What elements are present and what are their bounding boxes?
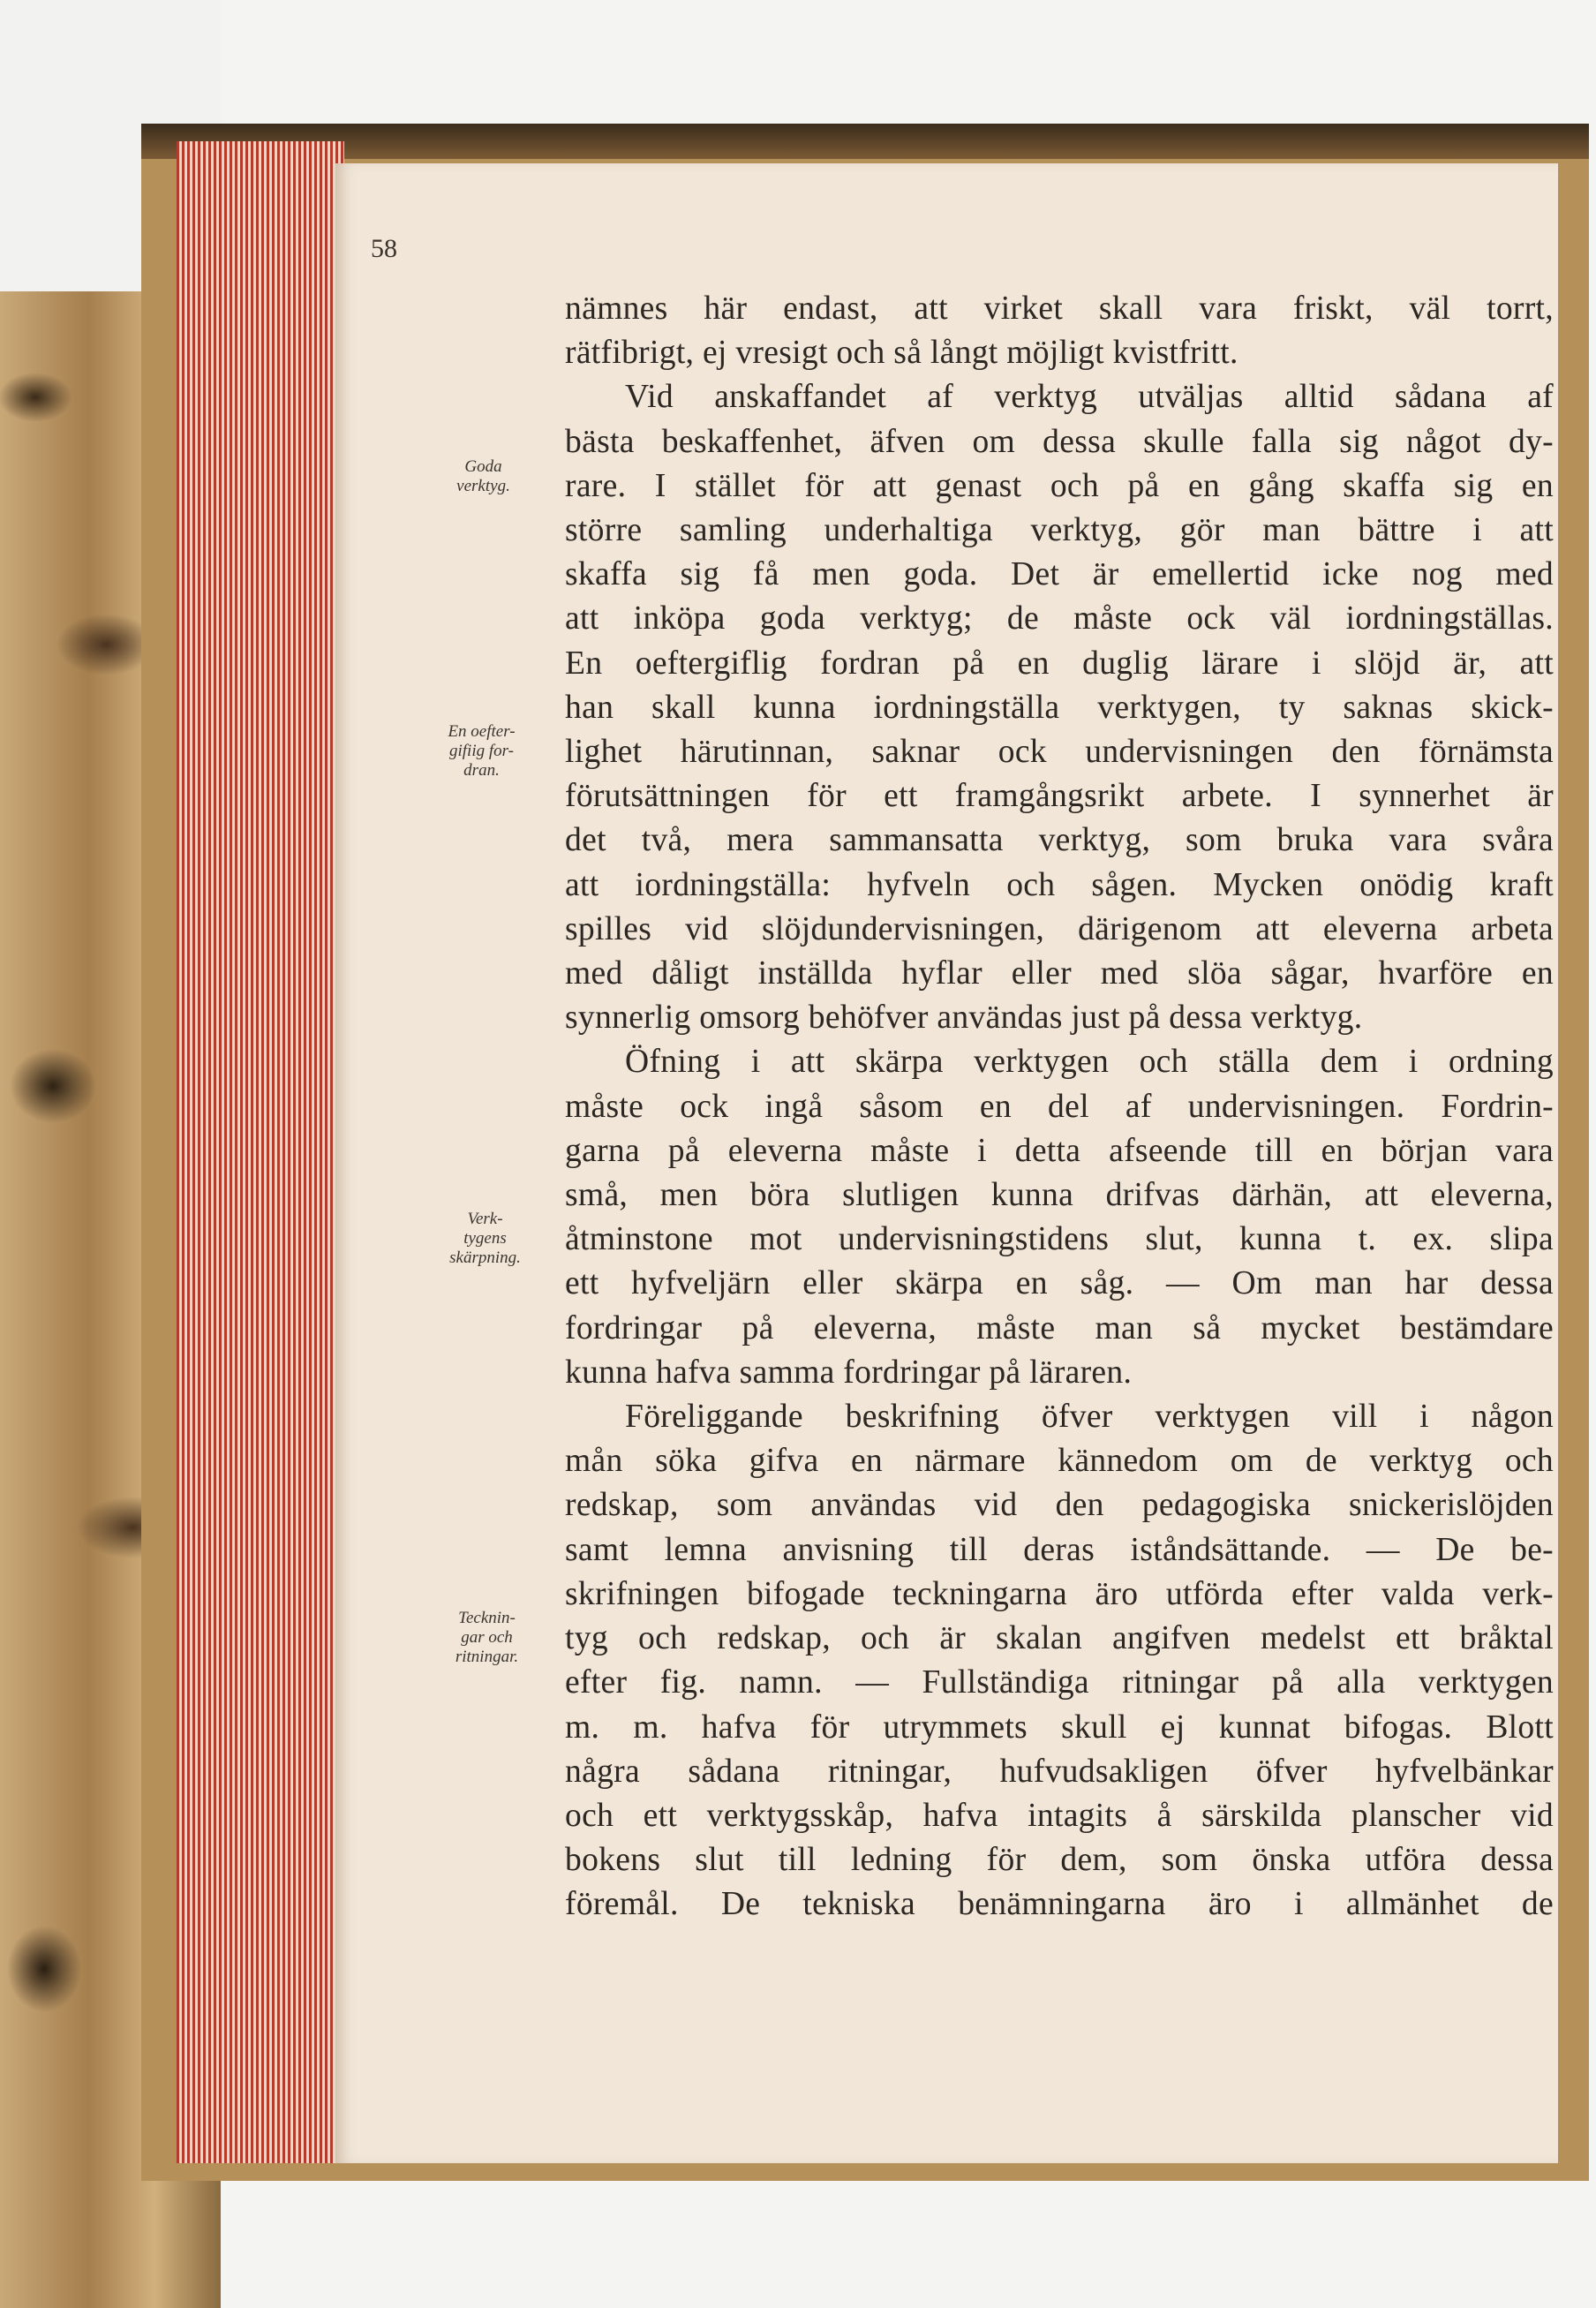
text-line: m. m. hafva för utrymmets skull ej kunnat bifogas. Blott — [565, 1708, 1554, 1746]
text-line: större samling underhaltiga verktyg, gör man bättre i att — [565, 512, 1554, 549]
text-line: skaffa sig få men goda. Det är emellertid icke nog med — [565, 556, 1554, 593]
text-line: Öfning i att skärpa verktygen och ställa dem i ordning — [625, 1044, 1554, 1081]
page-edges — [177, 141, 344, 2163]
text-line: Vid anskaffandet af verktyg utväljas alltid sådana af — [625, 379, 1554, 416]
text-line: ett hyfveljärn eller skärpa en såg. — Om man har dessa — [565, 1265, 1554, 1302]
text-line: med dåligt inställda hyflar eller med slöa sågar, hvarföre en — [565, 955, 1554, 992]
text-line: rätfibrigt, ej vresigt och så långt möjligt kvistfritt. — [565, 335, 1238, 372]
text-line: samt lemna anvisning till deras iståndsättande. — De be- — [565, 1531, 1554, 1568]
margin-note-verktygens-skarpning — [425, 1210, 545, 1268]
text-line: bokens slut till ledning för dem, som önska utföra dessa — [565, 1842, 1554, 1879]
text-line: tyg och redskap, och är skalan angifven medelst ett bråktal — [565, 1620, 1554, 1657]
text-line: nämnes här endast, att virket skall vara friskt, väl torrt, — [565, 290, 1554, 327]
text-line: spilles vid slöjdundervisningen, därigenom att eleverna arbeta — [565, 910, 1554, 947]
text-line: måste ock ingå såsom en del af undervisningen. Fordrin- — [565, 1088, 1554, 1125]
text-line: redskap, som användas vid den pedagogiska snickerislöjden — [565, 1487, 1554, 1524]
text-line: fordringar på eleverna, måste man så mycket bestämdare — [565, 1309, 1554, 1346]
margin-note-line: ritningar. — [455, 1648, 519, 1666]
margin-note-line: Goda — [464, 457, 502, 476]
text-line: att iordningställa: hyfveln och sågen. Mycken onödig kraft — [565, 866, 1554, 903]
margin-note-line: tygens — [463, 1229, 507, 1248]
page-number: 58 — [371, 234, 397, 263]
text-line: mån söka gifva en närmare kännedom om de verktyg och — [565, 1443, 1554, 1480]
text-line: små, men böra slutligen kunna drifvas därhän, att eleverna, — [565, 1177, 1554, 1214]
margin-note-line: En oefter- — [448, 722, 516, 741]
margin-note-goda-verktyg — [424, 457, 543, 496]
margin-note-line: Tecknin- — [458, 1609, 516, 1627]
text-line: och ett verktygsskåp, hafva intagits å särskilda planscher vid — [565, 1797, 1554, 1834]
margin-note-line: Verk- — [467, 1210, 503, 1228]
margin-note-line: skärpning. — [449, 1248, 521, 1267]
book-spine-top — [141, 124, 1589, 159]
margin-note-teckningar-och-ritningar — [427, 1609, 546, 1667]
text-line: kunna hafva samma fordringar på läraren. — [565, 1354, 1133, 1391]
text-line: garna på eleverna måste i detta afseende till en början vara — [565, 1132, 1554, 1169]
text-line: Föreliggande beskrifning öfver verktygen vill i någon — [625, 1399, 1554, 1436]
body-text — [565, 287, 1554, 1927]
text-line: synnerlig omsorg behöfver användas just på dessa verktyg. — [565, 999, 1363, 1037]
text-line: att inköpa goda verktyg; de måste ock väl iordningställas. — [565, 600, 1554, 637]
text-line: En oeftergiflig fordran på en duglig lärare i slöjd är, att — [565, 645, 1554, 682]
text-line: lighet härutinnan, saknar ock undervisningen den förnämsta — [565, 734, 1554, 771]
text-line: det två, mera sammansatta verktyg, som bruka vara svåra — [565, 822, 1554, 859]
text-line: rare. I stället för att genast och på en gång skaffa sig en — [565, 467, 1554, 504]
text-line: åtminstone mot undervisningstidens slut, kunna t. ex. slipa — [565, 1221, 1554, 1258]
margin-note-line: gar och — [461, 1628, 513, 1647]
margin-note-oeftergiflig-fordran — [422, 722, 541, 781]
margin-note-line: dran. — [463, 761, 500, 780]
margin-note-line: verktyg. — [456, 477, 510, 495]
text-line: några sådana ritningar, hufvudsakligen öfver hyfvelbänkar — [565, 1753, 1554, 1790]
text-line: han skall kunna iordningställa verktygen, ty saknas skick- — [565, 689, 1554, 726]
text-line: föremål. De tekniska benämningarna äro i allmänhet de — [565, 1886, 1554, 1923]
text-line: bästa beskaffenhet, äfven om dessa skulle falla sig något dy- — [565, 423, 1554, 460]
text-line: efter fig. namn. — Fullständiga ritningar på alla verktygen — [565, 1664, 1554, 1701]
margin-note-line: gifiig for- — [449, 742, 514, 760]
text-line: förutsättningen för ett framgångsrikt arbete. I synnerhet är — [565, 778, 1554, 815]
text-line: skrifningen bifogade teckningarna äro utförda efter valda verk- — [565, 1575, 1554, 1612]
